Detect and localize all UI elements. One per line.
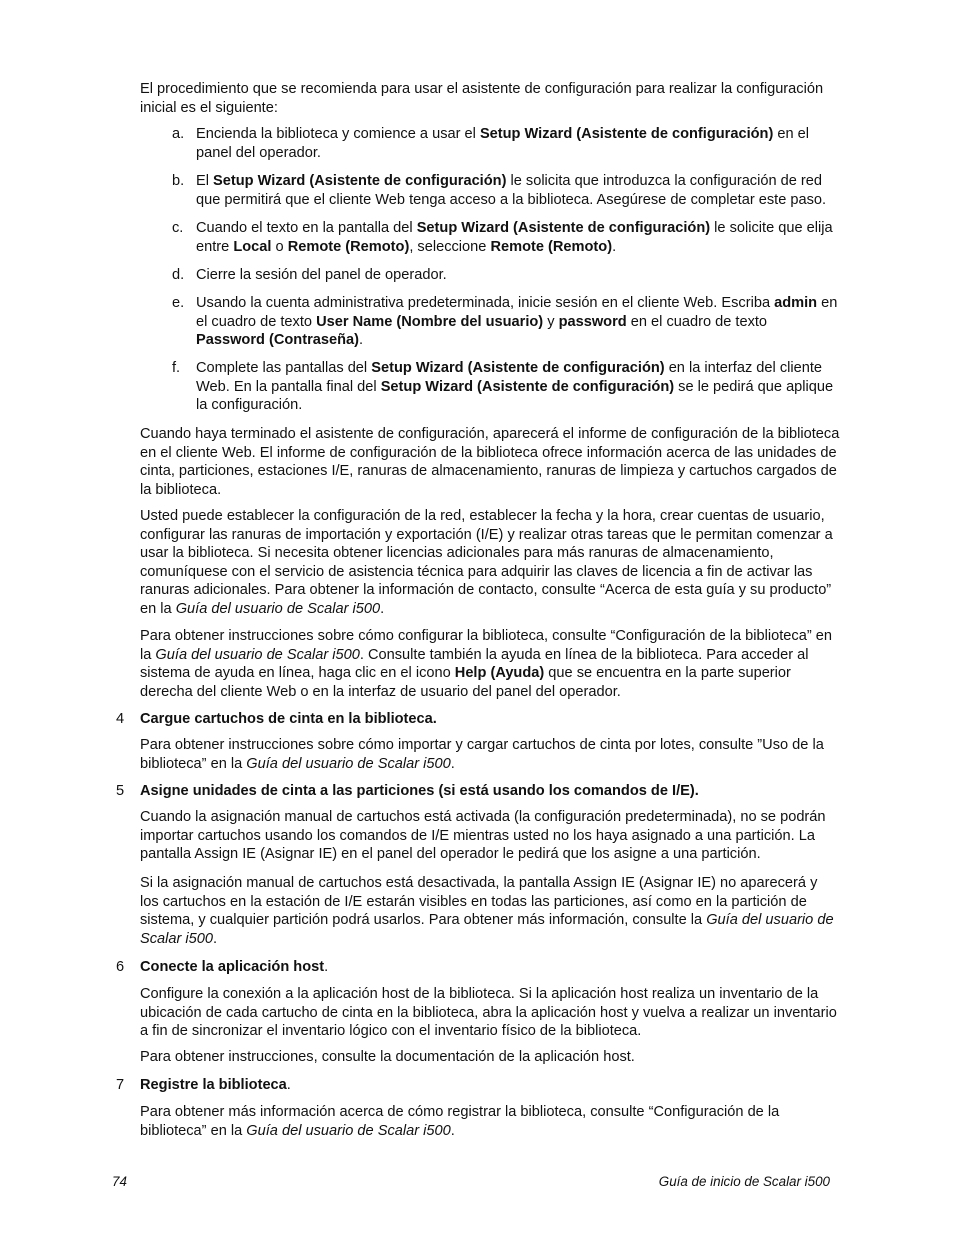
step-number: 7 bbox=[116, 1077, 125, 1093]
substep-f bbox=[172, 359, 840, 415]
step-number: 6 bbox=[116, 959, 125, 975]
substep-text: Encienda la biblioteca y comience a usar el Setup Wizard (Asistente de configuración) en el panel del operador. bbox=[196, 126, 810, 161]
network-paragraph: Usted puede establecer la configuración de la red, establecer la fecha y la hora, crear cuentas de usuario, configurar las ranuras de importación y exportación (I/E) y realizar otras tareas que le permitan comenzar a usar la biblioteca. Si necesita obtener licencias adicionales para más ranuras de almacenamiento, comuníquese con el servicio de asistencia técnica para adquirir las claves de licencia a fin de activar las ranuras adicionales. Para obtener la información de contacto, consulte “Acerca de esta guía y su producto” en la Guía del usuario de Scalar i500. bbox=[140, 508, 833, 617]
page-number: 74 bbox=[112, 1174, 127, 1189]
guide-reference: Guía del usuario de Scalar i500 bbox=[246, 755, 451, 772]
substep-c bbox=[172, 219, 840, 256]
step-6-heading bbox=[116, 958, 840, 977]
report-paragraph: Cuando haya terminado el asistente de configuración, aparecerá el informe de configuración de la biblioteca en el cliente Web. El informe de configuración de la biblioteca ofrece información acerca de las unidades de cinta, particiones, estaciones I/E, ranuras de almacenamiento, ranuras de limpieza y cartuchos cargados de la biblioteca. bbox=[140, 426, 840, 498]
step-4-heading bbox=[116, 710, 840, 729]
guide-reference: Guía del usuario de Scalar i500 bbox=[155, 646, 360, 663]
step-heading: Conecte la aplicación host. bbox=[140, 959, 329, 975]
substep-marker: d. bbox=[172, 267, 185, 283]
guide-reference: Guía del usuario de Scalar i500 bbox=[140, 912, 834, 947]
step-7-heading bbox=[116, 1076, 840, 1095]
substep-text: Complete las pantallas del Setup Wizard (Asistente de configuración) en la interfaz del cliente Web. En la pantalla final del Setup Wizard (Asistente de configuración) se le pedirá que aplique la configuración. bbox=[196, 360, 834, 414]
substep-d bbox=[172, 266, 840, 285]
substep-marker: e. bbox=[172, 295, 185, 311]
step-5-paragraph-1: Cuando la asignación manual de cartuchos está activada (la configuración predeterminada), no se podrán importar cartuchos usando los comandos de I/E mientras usted no los haya asignado a una partición. La pantalla Assign IE (Asignar IE) en el panel del operador le pedirá que los asigne a una partición. bbox=[140, 809, 826, 863]
step-6-paragraph-2: Para obtener instrucciones, consulte la documentación de la aplicación host. bbox=[140, 1049, 635, 1065]
step-5-paragraph-2: Si la asignación manual de cartuchos está desactivada, la pantalla Assign IE (Asignar IE) no aparecerá y los cartuchos en la estación de I/E estarán visibles en todas las particiones, así como en la partición de sistema, y cualquier partición podrá usarlos. Para obtener más información, consulte la Guía del usuario de Scalar i500. bbox=[140, 875, 834, 947]
step-number: 5 bbox=[116, 783, 125, 799]
substep-marker: c. bbox=[172, 220, 184, 236]
intro-paragraph: El procedimiento que se recomienda para usar el asistente de configuración para realizar la configuración inicial es el siguiente: bbox=[140, 81, 824, 116]
substep-e bbox=[172, 294, 840, 350]
step-heading: Cargue cartuchos de cinta en la biblioteca. bbox=[140, 711, 437, 727]
step-number: 4 bbox=[116, 711, 125, 727]
help-button-reference: Help (Ayuda) bbox=[454, 665, 545, 682]
substep-text: Cuando el texto en la pantalla del Setup Wizard (Asistente de configuración) le solicite que elija entre Local o Remote (Remoto), seleccione Remote (Remoto). bbox=[196, 220, 833, 255]
substep-marker: b. bbox=[172, 173, 185, 189]
step-heading: Asigne unidades de cinta a las particiones (si está usando los comandos de I/E). bbox=[140, 783, 699, 799]
help-paragraph: Para obtener instrucciones sobre cómo configurar la biblioteca, consulte “Configuración de la biblioteca” en la Guía del usuario de Scalar i500. Consulte también la ayuda en línea de la biblioteca. Para acceder al sistema de ayuda en línea, haga clic en el icono Help (Ayuda) que se encuentra en la parte superior derecha del cliente Web o en la interfaz de usuario del panel del operador. bbox=[140, 628, 832, 700]
step-7-paragraph: Para obtener más información acerca de cómo registrar la biblioteca, consulte “Configuración de la biblioteca” en la Guía del usuario de Scalar i500. bbox=[140, 1104, 780, 1139]
substep-b bbox=[172, 172, 840, 209]
substep-text: Cierre la sesión del panel de operador. bbox=[196, 267, 447, 283]
guide-reference: Guía del usuario de Scalar i500 bbox=[175, 600, 381, 617]
step-5-heading bbox=[116, 782, 840, 801]
substep-text: Usando la cuenta administrativa predeterminada, inicie sesión en el cliente Web. Escriba admin en el cuadro de texto User Name (Nombre del usuario) y password en el cuadro de texto Password (Contraseña). bbox=[196, 295, 838, 349]
footer-doc-title: Guía de inicio de Scalar i500 bbox=[658, 1174, 830, 1189]
substep-marker: a. bbox=[172, 126, 185, 142]
substep-a bbox=[172, 125, 840, 162]
step-heading: Registre la biblioteca. bbox=[140, 1077, 291, 1093]
step-4-paragraph: Para obtener instrucciones sobre cómo importar y cargar cartuchos de cinta por lotes, consulte ”Uso de la biblioteca” en la Guía del usuario de Scalar i500. bbox=[140, 737, 824, 772]
step-6-paragraph-1: Configure la conexión a la aplicación host de la biblioteca. Si la aplicación host realiza un inventario de la ubicación de cada cartucho de cinta en la biblioteca, abra la aplicación host y vuelva a realizar un inventario a fin de sincronizar el inventario lógico con el inventario físico de la biblioteca. bbox=[140, 986, 837, 1040]
guide-reference: Guía del usuario de Scalar i500 bbox=[246, 1122, 451, 1139]
substep-marker: f. bbox=[172, 360, 181, 376]
substep-text: El Setup Wizard (Asistente de configuración) le solicita que introduzca la configuración de red que permitirá que el cliente Web tenga acceso a la biblioteca. Asegúrese de completar este paso. bbox=[196, 173, 827, 208]
